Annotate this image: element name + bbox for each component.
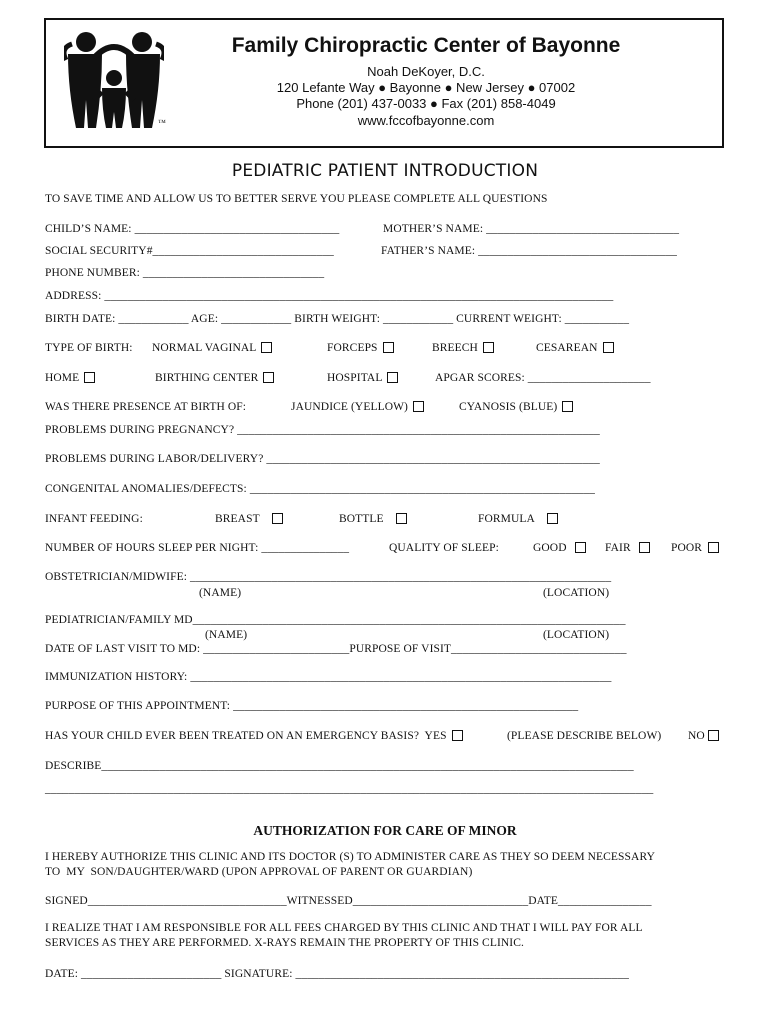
home-checkbox[interactable] xyxy=(84,372,95,383)
emergency-no-label: NO xyxy=(688,730,705,742)
clinic-phone: Phone (201) 437-0033 ● Fax (201) 858-4049 xyxy=(296,96,556,111)
fees-text-2: SERVICES AS THEY ARE PERFORMED. X-RAYS REMAIN THE PROPERTY OF THIS CLINIC. xyxy=(45,937,524,949)
forceps-checkbox[interactable] xyxy=(383,342,394,353)
fair-label: FAIR xyxy=(605,542,631,554)
form-intro: TO SAVE TIME AND ALLOW US TO BETTER SERVE YOU PLEASE COMPLETE ALL QUESTIONS xyxy=(45,193,548,205)
describe-field[interactable]: DESCRIBE___________________________________________________________________________________________ xyxy=(45,760,634,772)
problems-pregnancy-field[interactable]: PROBLEMS DURING PREGNANCY? ______________________________________________________________ xyxy=(45,424,600,436)
obstetrician-name-label: (NAME) xyxy=(199,587,242,599)
formula-label: FORMULA xyxy=(478,513,535,525)
cyanosis-checkbox[interactable] xyxy=(562,401,573,412)
emergency-no-checkbox[interactable] xyxy=(708,730,719,741)
normal-vaginal-label: NORMAL VAGINAL xyxy=(152,342,257,354)
birthing-center-checkbox[interactable] xyxy=(263,372,274,383)
authorization-text-2: TO MY SON/DAUGHTER/WARD (UPON APPROVAL OF PARENT OR GUARDIAN) xyxy=(45,866,473,878)
birthing-center-option[interactable] xyxy=(155,372,274,384)
apgar-field[interactable]: APGAR SCORES: _____________________ xyxy=(435,372,651,384)
pediatrician-location-label: (LOCATION) xyxy=(543,629,610,641)
presence-at-birth-label: WAS THERE PRESENCE AT BIRTH OF: xyxy=(45,401,247,413)
clinic-name: Family Chiropractic Center of Bayonne xyxy=(231,34,621,57)
clinic-website[interactable]: www.fccofbayonne.com xyxy=(357,113,495,128)
good-label: GOOD xyxy=(533,542,567,554)
congenital-field[interactable]: CONGENITAL ANOMALIES/DEFECTS: ___________________________________________________________ xyxy=(45,483,595,495)
poor-checkbox[interactable] xyxy=(708,542,719,553)
trademark-mark: ™ xyxy=(158,118,166,127)
cesarean-label: CESAREAN xyxy=(536,342,598,354)
childs-name-field[interactable]: CHILD’S NAME: ___________________________________ xyxy=(45,223,340,235)
signed-witnessed-date-line[interactable]: SIGNED__________________________________WITNESSED______________________________DATE________________ xyxy=(45,895,652,907)
cyanosis-label: CYANOSIS (BLUE) xyxy=(459,401,558,413)
emergency-yes-checkbox[interactable] xyxy=(452,730,463,741)
pediatrician-field[interactable]: PEDIATRICIAN/FAMILY MD__________________________________________________________________________ xyxy=(45,614,626,626)
authorization-text-1: I HEREBY AUTHORIZE THIS CLINIC AND ITS DOCTOR (S) TO ADMINISTER CARE AS THEY SO DEEM NECESSARY xyxy=(45,851,655,863)
purpose-appointment-field[interactable]: PURPOSE OF THIS APPOINTMENT: ___________________________________________________________ xyxy=(45,700,579,712)
home-option[interactable] xyxy=(45,372,95,384)
home-label: HOME xyxy=(45,372,80,384)
breast-checkbox[interactable] xyxy=(272,513,283,524)
poor-label: POOR xyxy=(671,542,703,554)
fair-checkbox[interactable] xyxy=(639,542,650,553)
normal-vaginal-checkbox[interactable] xyxy=(261,342,272,353)
jaundice-option[interactable] xyxy=(291,401,424,413)
problems-labor-field[interactable]: PROBLEMS DURING LABOR/DELIVERY? _________________________________________________________ xyxy=(45,453,600,465)
family-logo-icon xyxy=(64,30,164,130)
bottle-option[interactable] xyxy=(339,513,407,525)
quality-of-sleep-label: QUALITY OF SLEEP: xyxy=(389,542,499,554)
emergency-no-option[interactable] xyxy=(688,730,719,742)
poor-option[interactable] xyxy=(671,542,719,554)
sleep-hours-field[interactable]: NUMBER OF HOURS SLEEP PER NIGHT: _______________ xyxy=(45,542,350,554)
mothers-name-field[interactable]: MOTHER’S NAME: _________________________________ xyxy=(383,223,680,235)
describe-below-note: (PLEASE DESCRIBE BELOW) xyxy=(507,730,662,742)
emergency-question xyxy=(45,730,463,742)
cyanosis-option[interactable] xyxy=(459,401,573,413)
authorization-title: AUTHORIZATION FOR CARE OF MINOR xyxy=(253,823,517,838)
fair-option[interactable] xyxy=(605,542,650,554)
cesarean-option[interactable] xyxy=(536,342,614,354)
pediatrician-name-label: (NAME) xyxy=(205,629,248,641)
birthing-center-label: BIRTHING CENTER xyxy=(155,372,259,384)
form-title: PEDIATRIC PATIENT INTRODUCTION xyxy=(231,161,539,181)
good-checkbox[interactable] xyxy=(575,542,586,553)
breech-label: BREECH xyxy=(432,342,478,354)
breech-checkbox[interactable] xyxy=(483,342,494,353)
type-of-birth-label: TYPE OF BIRTH: xyxy=(45,342,133,354)
date-signature-line[interactable]: DATE: ________________________ SIGNATURE: _________________________________________________________ xyxy=(45,968,629,980)
forceps-option[interactable] xyxy=(327,342,394,354)
fees-text-1: I REALIZE THAT I AM RESPONSIBLE FOR ALL FEES CHARGED BY THIS CLINIC AND THAT I WILL PAY FOR ALL xyxy=(45,922,643,934)
immunization-field[interactable]: IMMUNIZATION HISTORY: ________________________________________________________________________ xyxy=(45,671,612,683)
breech-option[interactable] xyxy=(432,342,494,354)
hospital-label: HOSPITAL xyxy=(327,372,383,384)
last-visit-field[interactable]: DATE OF LAST VISIT TO MD: _________________________PURPOSE OF VISIT______________________________ xyxy=(45,643,627,655)
formula-checkbox[interactable] xyxy=(547,513,558,524)
phone-field[interactable]: PHONE NUMBER: _______________________________ xyxy=(45,267,325,279)
forceps-label: FORCEPS xyxy=(327,342,378,354)
breast-label: BREAST xyxy=(215,513,260,525)
hospital-checkbox[interactable] xyxy=(387,372,398,383)
bottle-label: BOTTLE xyxy=(339,513,384,525)
good-option[interactable] xyxy=(533,542,586,554)
normal-vaginal-option[interactable] xyxy=(152,342,272,354)
cesarean-checkbox[interactable] xyxy=(603,342,614,353)
obstetrician-field[interactable]: OBSTETRICIAN/MIDWIFE: ________________________________________________________________________ xyxy=(45,571,612,583)
birth-info-line[interactable]: BIRTH DATE: ____________ AGE: ____________ BIRTH WEIGHT: ____________ CURRENT WEIGHT: ___________ xyxy=(45,313,630,325)
hospital-option[interactable] xyxy=(327,372,398,384)
jaundice-label: JAUNDICE (YELLOW) xyxy=(291,401,408,413)
bottle-checkbox[interactable] xyxy=(396,513,407,524)
clinic-address: 120 Lefante Way ● Bayonne ● New Jersey ● 07002 xyxy=(276,80,576,95)
jaundice-checkbox[interactable] xyxy=(413,401,424,412)
fathers-name-field[interactable]: FATHER’S NAME: __________________________________ xyxy=(381,245,678,257)
breast-option[interactable] xyxy=(215,513,283,525)
obstetrician-location-label: (LOCATION) xyxy=(543,587,610,599)
ssn-field[interactable]: SOCIAL SECURITY#_______________________________ xyxy=(45,245,334,257)
formula-option[interactable] xyxy=(478,513,558,525)
doctor-name: Noah DeKoyer, D.C. xyxy=(367,64,485,79)
address-field[interactable]: ADDRESS: _______________________________________________________________________________________ xyxy=(45,290,614,302)
infant-feeding-label: INFANT FEEDING: xyxy=(45,513,143,525)
describe-continued-line[interactable]: ________________________________________________________________________________________________________ xyxy=(45,783,654,795)
emergency-question-label: HAS YOUR CHILD EVER BEEN TREATED ON AN EMERGENCY BASIS? YES xyxy=(45,730,447,742)
